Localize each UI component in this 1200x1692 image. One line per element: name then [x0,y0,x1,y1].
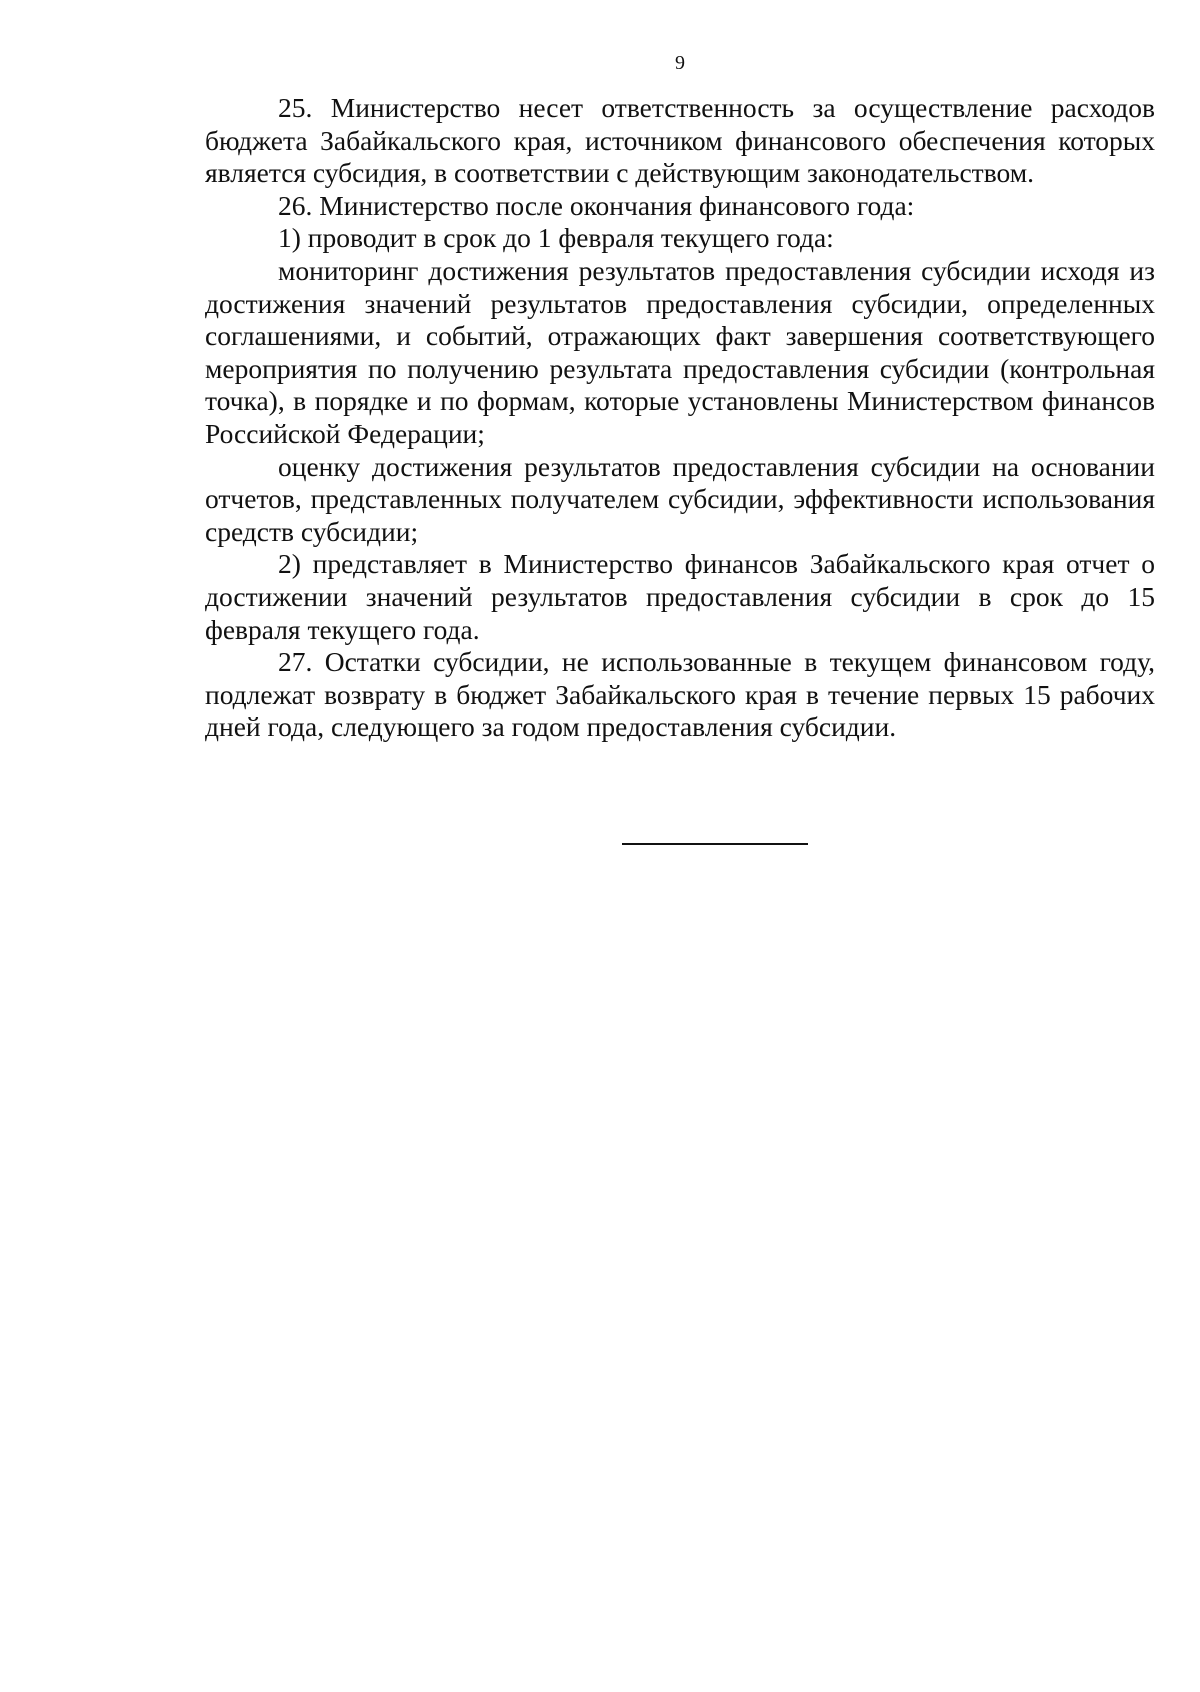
paragraph-26-item-1: 1) проводит в срок до 1 февраля текущего года: [278,222,834,254]
paragraph-26-item-1-evaluation: оценку достижения результатов предоставления субсидии на основании отчетов, представленных получателем субсидии, эффективности использования средств субсидии; [205,450,1155,547]
document-body [205,92,1155,744]
paragraph-26: 26. Министерство после окончания финансового года: [278,189,915,221]
paragraph-26-item-2: 2) представляет в Министерство финансов Забайкальского края отчет о достижении значений результатов предоставления субсидии в срок до 15 февраля текущего года. [205,548,1155,645]
paragraph-26-item-1-monitoring: мониторинг достижения результатов предоставления субсидии исходя из достижения значений результатов предоставления субсидии, определенных соглашениями, и событий, отражающих факт завершения соответствующего мероприятия по получению результата предоставления субсидии (контрольная точка), в порядке и по формам, которые установлены Министерством финансов Российской Федерации; [205,254,1155,449]
paragraph-25: 25. Министерство несет ответственность за осуществление расходов бюджета Забайкальского края, источником финансового обеспечения которых является субсидия, в соответствии с действующим законодательством. [205,92,1155,189]
page-number: 9 [675,52,685,74]
closing-divider [622,843,808,845]
paragraph-27: 27. Остатки субсидии, не использованные в текущем финансовом году, подлежат возврату в бюджет Забайкальского края в течение первых 15 рабочих дней года, следующего за годом предоставления субсидии. [205,646,1155,743]
